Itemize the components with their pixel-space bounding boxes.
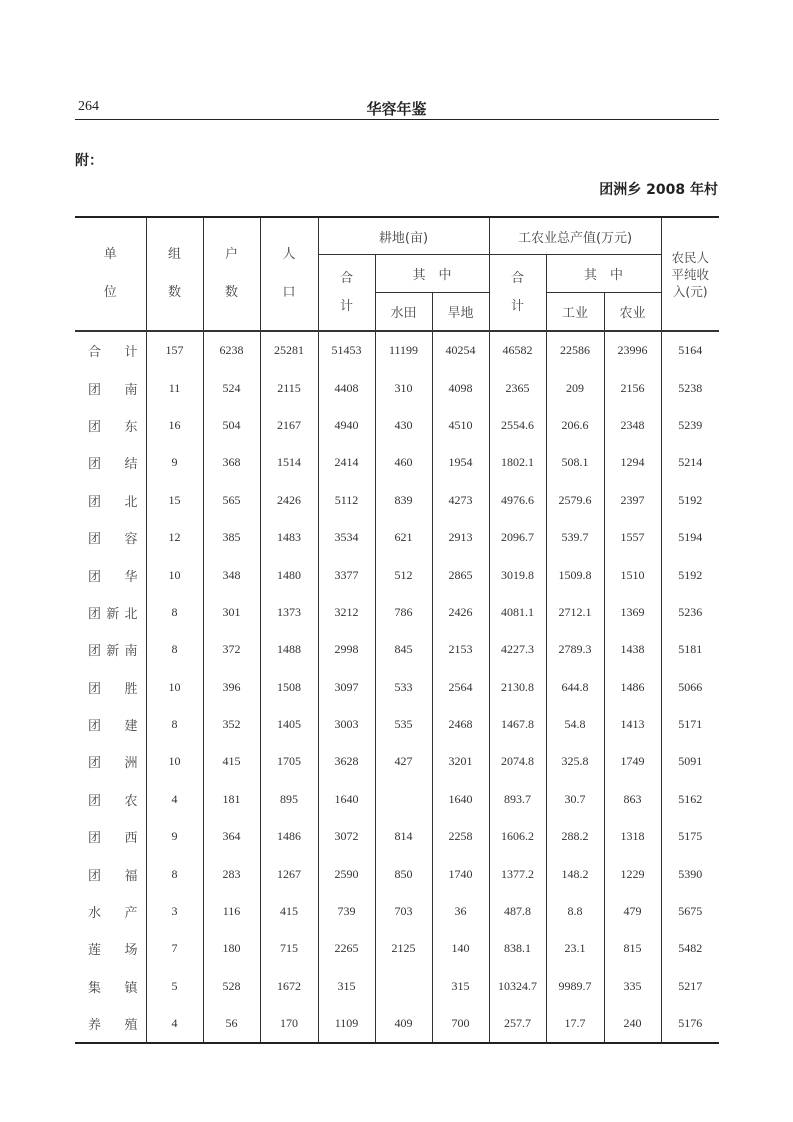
cell-households: 415 (203, 743, 260, 780)
cell-agriculture: 1510 (604, 556, 661, 593)
cell-agriculture: 1318 (604, 818, 661, 855)
cell-farmland-total: 3072 (318, 818, 375, 855)
cell-paddy: 512 (375, 556, 432, 593)
cell-agriculture: 863 (604, 781, 661, 818)
cell-industry: 54.8 (546, 706, 604, 743)
cell-output-total: 2130.8 (489, 669, 546, 706)
cell-population: 1483 (260, 519, 318, 556)
cell-agriculture: 1294 (604, 444, 661, 481)
cell-output-total: 10324.7 (489, 968, 546, 1005)
table-row (75, 781, 719, 818)
cell-industry: 508.1 (546, 444, 604, 481)
cell-paddy: 2125 (375, 930, 432, 967)
cell-households: 385 (203, 519, 260, 556)
cell-paddy: 409 (375, 1005, 432, 1043)
cell-households: 180 (203, 930, 260, 967)
cell-groups: 5 (146, 968, 203, 1005)
cell-output-total: 838.1 (489, 930, 546, 967)
page-number: 264 (78, 99, 99, 114)
cell-dry: 2564 (432, 669, 489, 706)
cell-households: 565 (203, 482, 260, 519)
cell-industry: 30.7 (546, 781, 604, 818)
cell-unit: 水产 (88, 906, 138, 922)
cell-output-total: 1606.2 (489, 818, 546, 855)
cell-industry: 325.8 (546, 743, 604, 780)
cell-income: 5675 (661, 893, 719, 930)
cell-output-total: 3019.8 (489, 556, 546, 593)
cell-unit: 团洲 (88, 756, 138, 772)
cell-agriculture: 815 (604, 930, 661, 967)
cell-groups: 16 (146, 407, 203, 444)
cell-groups: 10 (146, 743, 203, 780)
cell-paddy: 533 (375, 669, 432, 706)
header-households: 户 数 (203, 217, 260, 331)
cell-paddy: 621 (375, 519, 432, 556)
header-dry: 旱地 (432, 293, 489, 332)
cell-unit: 莲场 (88, 943, 138, 959)
cell-industry: 17.7 (546, 1005, 604, 1043)
cell-unit: 团福 (88, 868, 138, 884)
cell-dry: 315 (432, 968, 489, 1005)
cell-farmland-total: 5112 (318, 482, 375, 519)
cell-population: 1486 (260, 818, 318, 855)
table-row (75, 669, 719, 706)
cell-output-total: 4976.6 (489, 482, 546, 519)
cell-dry: 2153 (432, 631, 489, 668)
header-output-of-which: 其 中 (546, 255, 661, 293)
cell-population: 1508 (260, 669, 318, 706)
cell-agriculture: 1557 (604, 519, 661, 556)
cell-agriculture: 479 (604, 893, 661, 930)
cell-households: 368 (203, 444, 260, 481)
cell-population: 1405 (260, 706, 318, 743)
cell-dry: 4510 (432, 407, 489, 444)
table-row (75, 519, 719, 556)
cell-industry: 539.7 (546, 519, 604, 556)
table-row (75, 444, 719, 481)
cell-households: 396 (203, 669, 260, 706)
header-rule (75, 119, 719, 120)
cell-groups: 4 (146, 781, 203, 818)
table-row (75, 556, 719, 593)
cell-paddy: 703 (375, 893, 432, 930)
cell-income: 5482 (661, 930, 719, 967)
cell-unit: 团南 (88, 382, 138, 398)
cell-population: 415 (260, 893, 318, 930)
cell-dry: 140 (432, 930, 489, 967)
cell-groups: 12 (146, 519, 203, 556)
cell-households: 504 (203, 407, 260, 444)
cell-paddy: 839 (375, 482, 432, 519)
cell-farmland-total: 3628 (318, 743, 375, 780)
cell-population: 1514 (260, 444, 318, 481)
cell-population: 715 (260, 930, 318, 967)
cell-paddy: 310 (375, 369, 432, 406)
cell-agriculture: 2156 (604, 369, 661, 406)
cell-population: 1373 (260, 594, 318, 631)
header-unit: 单 位 (75, 217, 146, 331)
cell-groups: 3 (146, 893, 203, 930)
cell-farmland-total: 3534 (318, 519, 375, 556)
table-row (75, 482, 719, 519)
cell-farmland-total: 2265 (318, 930, 375, 967)
cell-paddy: 11199 (375, 331, 432, 369)
cell-population: 2115 (260, 369, 318, 406)
header-farmland-total: 合 计 (318, 255, 375, 332)
header-farmland: 耕地(亩) (318, 217, 489, 255)
cell-paddy (375, 781, 432, 818)
cell-output-total: 2074.8 (489, 743, 546, 780)
cell-paddy (375, 968, 432, 1005)
cell-households: 372 (203, 631, 260, 668)
cell-farmland-total: 739 (318, 893, 375, 930)
cell-unit: 团胜 (88, 681, 138, 697)
cell-groups: 9 (146, 818, 203, 855)
cell-dry: 4098 (432, 369, 489, 406)
cell-farmland-total: 2414 (318, 444, 375, 481)
cell-output-total: 257.7 (489, 1005, 546, 1043)
cell-agriculture: 335 (604, 968, 661, 1005)
cell-households: 524 (203, 369, 260, 406)
table-row (75, 631, 719, 668)
cell-population: 1488 (260, 631, 318, 668)
table-row (75, 369, 719, 406)
cell-dry: 3201 (432, 743, 489, 780)
cell-industry: 209 (546, 369, 604, 406)
cell-dry: 2913 (432, 519, 489, 556)
cell-households: 352 (203, 706, 260, 743)
cell-income: 5390 (661, 855, 719, 892)
cell-paddy: 460 (375, 444, 432, 481)
cell-population: 1267 (260, 855, 318, 892)
cell-paddy: 535 (375, 706, 432, 743)
cell-income: 5217 (661, 968, 719, 1005)
table-row (75, 407, 719, 444)
header-industry: 工业 (546, 293, 604, 332)
cell-agriculture: 1749 (604, 743, 661, 780)
cell-farmland-total: 3003 (318, 706, 375, 743)
cell-industry: 148.2 (546, 855, 604, 892)
cell-population: 170 (260, 1005, 318, 1043)
table-row (75, 968, 719, 1005)
table-row (75, 893, 719, 930)
cell-agriculture: 23996 (604, 331, 661, 369)
cell-income: 5192 (661, 556, 719, 593)
cell-paddy: 850 (375, 855, 432, 892)
cell-unit: 团容 (88, 532, 138, 548)
cell-dry: 700 (432, 1005, 489, 1043)
cell-households: 283 (203, 855, 260, 892)
cell-income: 5164 (661, 331, 719, 369)
cell-dry: 1640 (432, 781, 489, 818)
cell-agriculture: 1369 (604, 594, 661, 631)
cell-groups: 10 (146, 556, 203, 593)
cell-dry: 2258 (432, 818, 489, 855)
cell-income: 5238 (661, 369, 719, 406)
cell-dry: 1740 (432, 855, 489, 892)
cell-output-total: 46582 (489, 331, 546, 369)
cell-income: 5162 (661, 781, 719, 818)
cell-unit: 团农 (88, 793, 138, 809)
cell-paddy: 430 (375, 407, 432, 444)
header-population: 人 口 (260, 217, 318, 331)
cell-output-total: 1377.2 (489, 855, 546, 892)
cell-groups: 157 (146, 331, 203, 369)
cell-output-total: 1802.1 (489, 444, 546, 481)
cell-industry: 644.8 (546, 669, 604, 706)
cell-agriculture: 1229 (604, 855, 661, 892)
cell-output-total: 2365 (489, 369, 546, 406)
cell-industry: 206.6 (546, 407, 604, 444)
book-title: 华容年鉴 (366, 100, 427, 118)
cell-industry: 2712.1 (546, 594, 604, 631)
table-row (75, 930, 719, 967)
header-groups: 组 数 (146, 217, 203, 331)
cell-dry: 40254 (432, 331, 489, 369)
cell-unit: 集镇 (88, 980, 138, 996)
cell-farmland-total: 315 (318, 968, 375, 1005)
cell-income: 5091 (661, 743, 719, 780)
table-row (75, 594, 719, 631)
cell-groups: 8 (146, 631, 203, 668)
cell-paddy: 786 (375, 594, 432, 631)
table-row (75, 331, 719, 369)
cell-groups: 10 (146, 669, 203, 706)
cell-population: 1705 (260, 743, 318, 780)
cell-population: 2426 (260, 482, 318, 519)
cell-farmland-total: 4940 (318, 407, 375, 444)
cell-agriculture: 1413 (604, 706, 661, 743)
table-title: 团洲乡 2008 年村 (599, 182, 718, 198)
cell-agriculture: 1438 (604, 631, 661, 668)
cell-farmland-total: 2590 (318, 855, 375, 892)
cell-output-total: 2554.6 (489, 407, 546, 444)
cell-unit: 团西 (88, 831, 138, 847)
table-row (75, 743, 719, 780)
cell-unit: 团新南 (88, 644, 138, 660)
cell-unit: 团北 (88, 494, 138, 510)
cell-farmland-total: 1640 (318, 781, 375, 818)
cell-population: 25281 (260, 331, 318, 369)
cell-farmland-total: 3212 (318, 594, 375, 631)
cell-households: 56 (203, 1005, 260, 1043)
cell-households: 301 (203, 594, 260, 631)
cell-income: 5176 (661, 1005, 719, 1043)
cell-industry: 1509.8 (546, 556, 604, 593)
cell-output-total: 4081.1 (489, 594, 546, 631)
cell-groups: 8 (146, 706, 203, 743)
cell-dry: 2865 (432, 556, 489, 593)
cell-income: 5214 (661, 444, 719, 481)
cell-population: 895 (260, 781, 318, 818)
cell-population: 2167 (260, 407, 318, 444)
cell-industry: 8.8 (546, 893, 604, 930)
header-agriculture: 农业 (604, 293, 661, 332)
cell-paddy: 427 (375, 743, 432, 780)
cell-unit: 团结 (88, 457, 138, 473)
cell-groups: 7 (146, 930, 203, 967)
cell-income: 5066 (661, 669, 719, 706)
cell-agriculture: 1486 (604, 669, 661, 706)
cell-population: 1672 (260, 968, 318, 1005)
cell-farmland-total: 51453 (318, 331, 375, 369)
cell-farmland-total: 3097 (318, 669, 375, 706)
cell-agriculture: 240 (604, 1005, 661, 1043)
cell-paddy: 814 (375, 818, 432, 855)
cell-income: 5236 (661, 594, 719, 631)
cell-paddy: 845 (375, 631, 432, 668)
cell-farmland-total: 2998 (318, 631, 375, 668)
cell-dry: 4273 (432, 482, 489, 519)
table-row (75, 818, 719, 855)
cell-industry: 2579.6 (546, 482, 604, 519)
cell-industry: 23.1 (546, 930, 604, 967)
cell-households: 364 (203, 818, 260, 855)
cell-industry: 2789.3 (546, 631, 604, 668)
cell-income: 5181 (661, 631, 719, 668)
cell-industry: 9989.7 (546, 968, 604, 1005)
cell-output-total: 893.7 (489, 781, 546, 818)
cell-population: 1480 (260, 556, 318, 593)
cell-unit: 团华 (88, 569, 138, 585)
cell-agriculture: 2348 (604, 407, 661, 444)
table-body (75, 331, 719, 1043)
appendix-label: 附： (75, 153, 103, 169)
cell-dry: 36 (432, 893, 489, 930)
cell-groups: 15 (146, 482, 203, 519)
cell-groups: 9 (146, 444, 203, 481)
cell-income: 5194 (661, 519, 719, 556)
cell-income: 5192 (661, 482, 719, 519)
header-output-total: 合 计 (489, 255, 546, 332)
cell-households: 348 (203, 556, 260, 593)
header-paddy: 水田 (375, 293, 432, 332)
cell-industry: 288.2 (546, 818, 604, 855)
cell-agriculture: 2397 (604, 482, 661, 519)
cell-dry: 1954 (432, 444, 489, 481)
cell-households: 181 (203, 781, 260, 818)
cell-households: 6238 (203, 331, 260, 369)
header-income: 农民人平纯收入(元) (661, 217, 719, 331)
cell-farmland-total: 1109 (318, 1005, 375, 1043)
cell-households: 116 (203, 893, 260, 930)
cell-income: 5175 (661, 818, 719, 855)
table-row (75, 706, 719, 743)
cell-groups: 4 (146, 1005, 203, 1043)
cell-dry: 2468 (432, 706, 489, 743)
cell-farmland-total: 3377 (318, 556, 375, 593)
header-farmland-of-which: 其 中 (375, 255, 489, 293)
table-row (75, 855, 719, 892)
village-statistics-table (75, 216, 719, 1044)
table-row (75, 1005, 719, 1043)
cell-unit: 团建 (88, 719, 138, 735)
cell-output-total: 4227.3 (489, 631, 546, 668)
header-output: 工农业总产值(万元) (489, 217, 661, 255)
cell-income: 5171 (661, 706, 719, 743)
cell-unit: 团新北 (88, 606, 138, 622)
cell-output-total: 487.8 (489, 893, 546, 930)
cell-dry: 2426 (432, 594, 489, 631)
cell-farmland-total: 4408 (318, 369, 375, 406)
cell-households: 528 (203, 968, 260, 1005)
cell-unit: 合计 (88, 345, 138, 361)
cell-unit: 养殖 (75, 1005, 146, 1043)
cell-groups: 11 (146, 369, 203, 406)
cell-unit: 团东 (88, 419, 138, 435)
cell-industry: 22586 (546, 331, 604, 369)
cell-groups: 8 (146, 594, 203, 631)
cell-groups: 8 (146, 855, 203, 892)
cell-output-total: 1467.8 (489, 706, 546, 743)
cell-output-total: 2096.7 (489, 519, 546, 556)
cell-income: 5239 (661, 407, 719, 444)
